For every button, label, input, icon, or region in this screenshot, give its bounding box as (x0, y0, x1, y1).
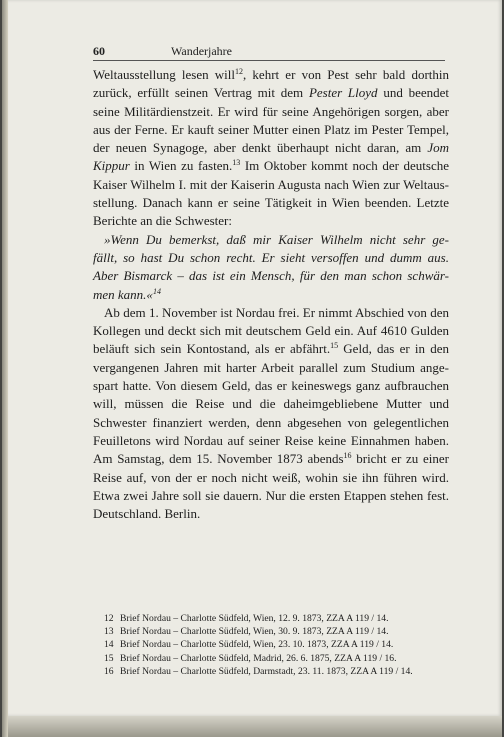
text-line (93, 212, 449, 230)
text-line: Deutschland. Berlin. (93, 506, 201, 522)
line-text: der neuen Synagoge, aber denkt überhaupt nicht daran, am (93, 140, 428, 156)
footnote-number: 14 (104, 639, 114, 651)
line-text: Berichte an die Schwester: (93, 213, 232, 229)
footnote-number: 12 (104, 613, 114, 624)
line-text: , kehrt er von Pest sehr bald dorthin (243, 67, 450, 82)
emphasis: Jom (427, 140, 449, 156)
page-number: 60 (93, 44, 105, 58)
footnote-text: Brief Nordau – Charlotte Südfeld, Wien, 23. 10. 1873, ZZA A 119 / 14. (120, 639, 394, 651)
text-line: vergangenen Jahren mit harter Arbeit parallel zum Studium ange- (93, 359, 449, 375)
line-text: Geld, das er in den (338, 341, 449, 357)
footnote-text: Brief Nordau – Charlotte Südfeld, Wien, 30. 9. 1873, ZZA A 119 / 14. (120, 626, 389, 638)
footnote-text: Brief Nordau – Charlotte Südfeld, Darmstadt, 23. 11. 1873, ZZA A 119 / 14. (120, 665, 413, 677)
text-line (93, 194, 449, 212)
text-line: Feuilletons wird Nordau auf seiner Reise keine Einnahmen haben. (93, 432, 449, 448)
footnote-text: Brief Nordau – Charlotte Südfeld, Madrid, 26. 6. 1875, ZZA A 119 / 16. (120, 652, 397, 664)
footnote-ref: 12 (235, 67, 243, 76)
footnote (104, 665, 449, 678)
text-line: »Wenn Du bemerkst, daß mir Kaiser Wilhelm nicht sehr ge- (104, 231, 449, 247)
quoted-letter (93, 231, 449, 304)
text-line (93, 139, 449, 157)
running-head (93, 44, 445, 61)
text-line (93, 450, 449, 468)
text-line (93, 121, 449, 139)
text-line: Etwa zwei Jahre soll sie dauern. Nur die ersten Etappen stehen fest. (93, 487, 449, 503)
running-title: Wanderjahre (171, 44, 232, 58)
text-line (93, 340, 449, 358)
line-text: Kaiser Wilhelm I. mit der Kaiserin Augusta nach Wien zur Weltaus- (93, 176, 449, 192)
paragraph-2 (93, 304, 449, 524)
footnote-text: Brief Nordau – Charlotte Südfeld, Wien, 12. 9. 1873, ZZA A 119 / 14. (120, 613, 389, 624)
text-line (93, 286, 449, 304)
footnote-number: 13 (104, 626, 114, 638)
text-line (93, 157, 449, 175)
paragraph-1 (93, 66, 449, 231)
footnotes (104, 612, 449, 678)
text-line: Schwester finanziert werden, denn abgesehen von gelegentlichen (93, 414, 449, 430)
line-text: in Wien zu fasten. (129, 158, 233, 174)
footnote-number: 16 (104, 665, 114, 677)
emphasis: Pester Lloyd (308, 85, 378, 101)
line-text: Im Oktober kommt noch der deutsche (240, 158, 449, 174)
line-text: stellung. Danach kann er seine Tätigkeit in Wien beenden. Letzte (93, 195, 449, 211)
text-line: Reise auf, von der er noch nicht weiß, wohin sie ihn führen wird. (93, 469, 449, 485)
text-line (93, 103, 449, 121)
line-text: aus der Ferne. Er kauft seiner Mutter einen Platz im Pester Tempel, (93, 121, 449, 137)
book-page-bottom-edge (8, 716, 502, 737)
emphasis: Kippur (93, 158, 130, 174)
text-line (93, 84, 449, 102)
footnote-ref: 13 (232, 158, 241, 168)
line-text: men kann.« (93, 286, 153, 302)
line-text: beläuft sich sein Kontostand, als er abfährt. (93, 341, 331, 357)
text-line: Kollegen und deckt sich mit deutschem Geld ein. Auf 4610 Gulden (93, 323, 449, 339)
body-text (93, 66, 449, 523)
line-text: Am Samstag, dem 15. November 1873 abends (93, 451, 344, 467)
footnote-ref: 14 (152, 286, 161, 296)
text-line: Aber Bismarck – das ist ein Mensch, für den man schon schwär- (93, 268, 449, 284)
line-text: und beendet (377, 85, 450, 101)
line-text: zurück, erfüllt seinen Vertrag mit dem (93, 85, 309, 101)
text-line: spart hatte. Von diesem Geld, das er keineswegs ganz aufbrauchen (93, 378, 449, 394)
footnote (104, 612, 449, 625)
footnote-ref: 15 (330, 341, 339, 351)
footnote-ref: 16 (343, 451, 352, 461)
footnote-number: 15 (104, 652, 114, 664)
text-line (93, 176, 449, 194)
line-text: bricht er zu einer (351, 451, 449, 467)
line-text: seine Militärdienstzeit. Er wird für seine Angehörigen sorgen, aber (93, 103, 449, 119)
footnote (104, 638, 449, 651)
text-line: will, müssen die Reise und die daheimgebliebene Mutter und (93, 396, 449, 412)
footnote (104, 625, 449, 638)
footnote (104, 652, 449, 665)
text-line: Ab dem 1. November ist Nordau frei. Er nimmt Abschied von den (104, 304, 449, 320)
text-line: fällt, so hast Du schon recht. Er sieht versoffen und dumm aus. (93, 249, 449, 265)
text-line (93, 66, 449, 84)
line-text: Weltausstellung lesen will (93, 67, 235, 82)
